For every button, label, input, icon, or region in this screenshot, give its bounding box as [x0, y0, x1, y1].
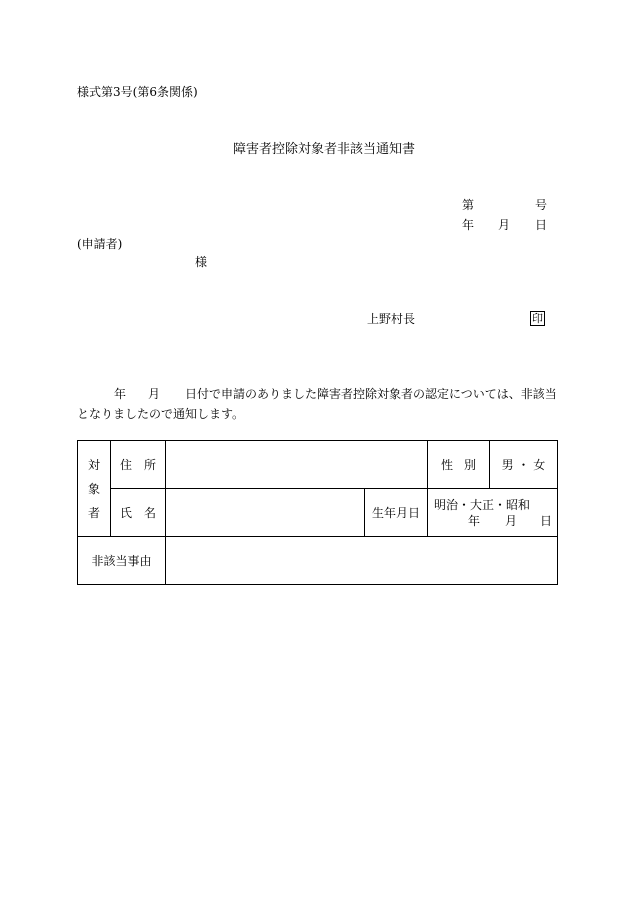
reason-input[interactable]: [166, 537, 558, 585]
subject-info-table: [77, 440, 558, 585]
form-number: 様式第3号(第6条関係): [77, 85, 198, 99]
birthdate-input[interactable]: [428, 489, 558, 537]
gender-label-char-2: 別: [463, 458, 476, 472]
address-input[interactable]: [166, 441, 428, 489]
issue-date-day: 日: [535, 218, 548, 232]
birth-day-label: 日: [540, 513, 553, 528]
honorific-sama: 様: [195, 255, 208, 269]
address-label-cell: [111, 441, 166, 489]
name-input[interactable]: [166, 489, 365, 537]
seal-mark: 印: [532, 312, 543, 325]
document-number-suffix: 号: [535, 198, 548, 212]
subject-label-char-3: 者: [87, 505, 100, 520]
birth-month-label: 月: [505, 513, 518, 528]
subject-label-char-2: 象: [87, 481, 100, 496]
document-title: 障害者控除対象者非該当通知書: [233, 142, 416, 157]
gender-label-cell: [428, 441, 490, 489]
document-number-prefix: 第: [462, 198, 475, 212]
body-year: 年: [114, 387, 127, 401]
issue-date-month: 月: [498, 218, 511, 232]
body-month: 月: [148, 387, 161, 401]
address-label-char-2: 所: [143, 458, 156, 472]
name-label-char-1: 氏: [120, 506, 133, 520]
gender-options[interactable]: 男 ・ 女: [490, 441, 558, 489]
name-label-char-2: 名: [143, 506, 156, 520]
issuer-name: 上野村長: [367, 312, 416, 326]
birthdate-label: 生年月日: [365, 489, 428, 537]
applicant-label: (申請者): [77, 237, 123, 251]
name-label-cell: [111, 489, 166, 537]
gender-label-char-1: 性: [441, 458, 454, 472]
issue-date-year: 年: [462, 218, 475, 232]
era-options: 明治・大正・昭和: [434, 497, 531, 512]
body-text-line-1: 日付で申請のありました障害者控除対象者の認定については、非該当: [185, 387, 557, 401]
subject-label-cell: [78, 441, 111, 537]
reason-label: 非該当事由: [78, 537, 166, 585]
subject-label-char-1: 対: [87, 457, 100, 472]
birth-year-label: 年: [468, 513, 481, 528]
body-text-line-2: となりましたので通知します。: [77, 407, 245, 421]
address-label-char-1: 住: [120, 458, 133, 472]
